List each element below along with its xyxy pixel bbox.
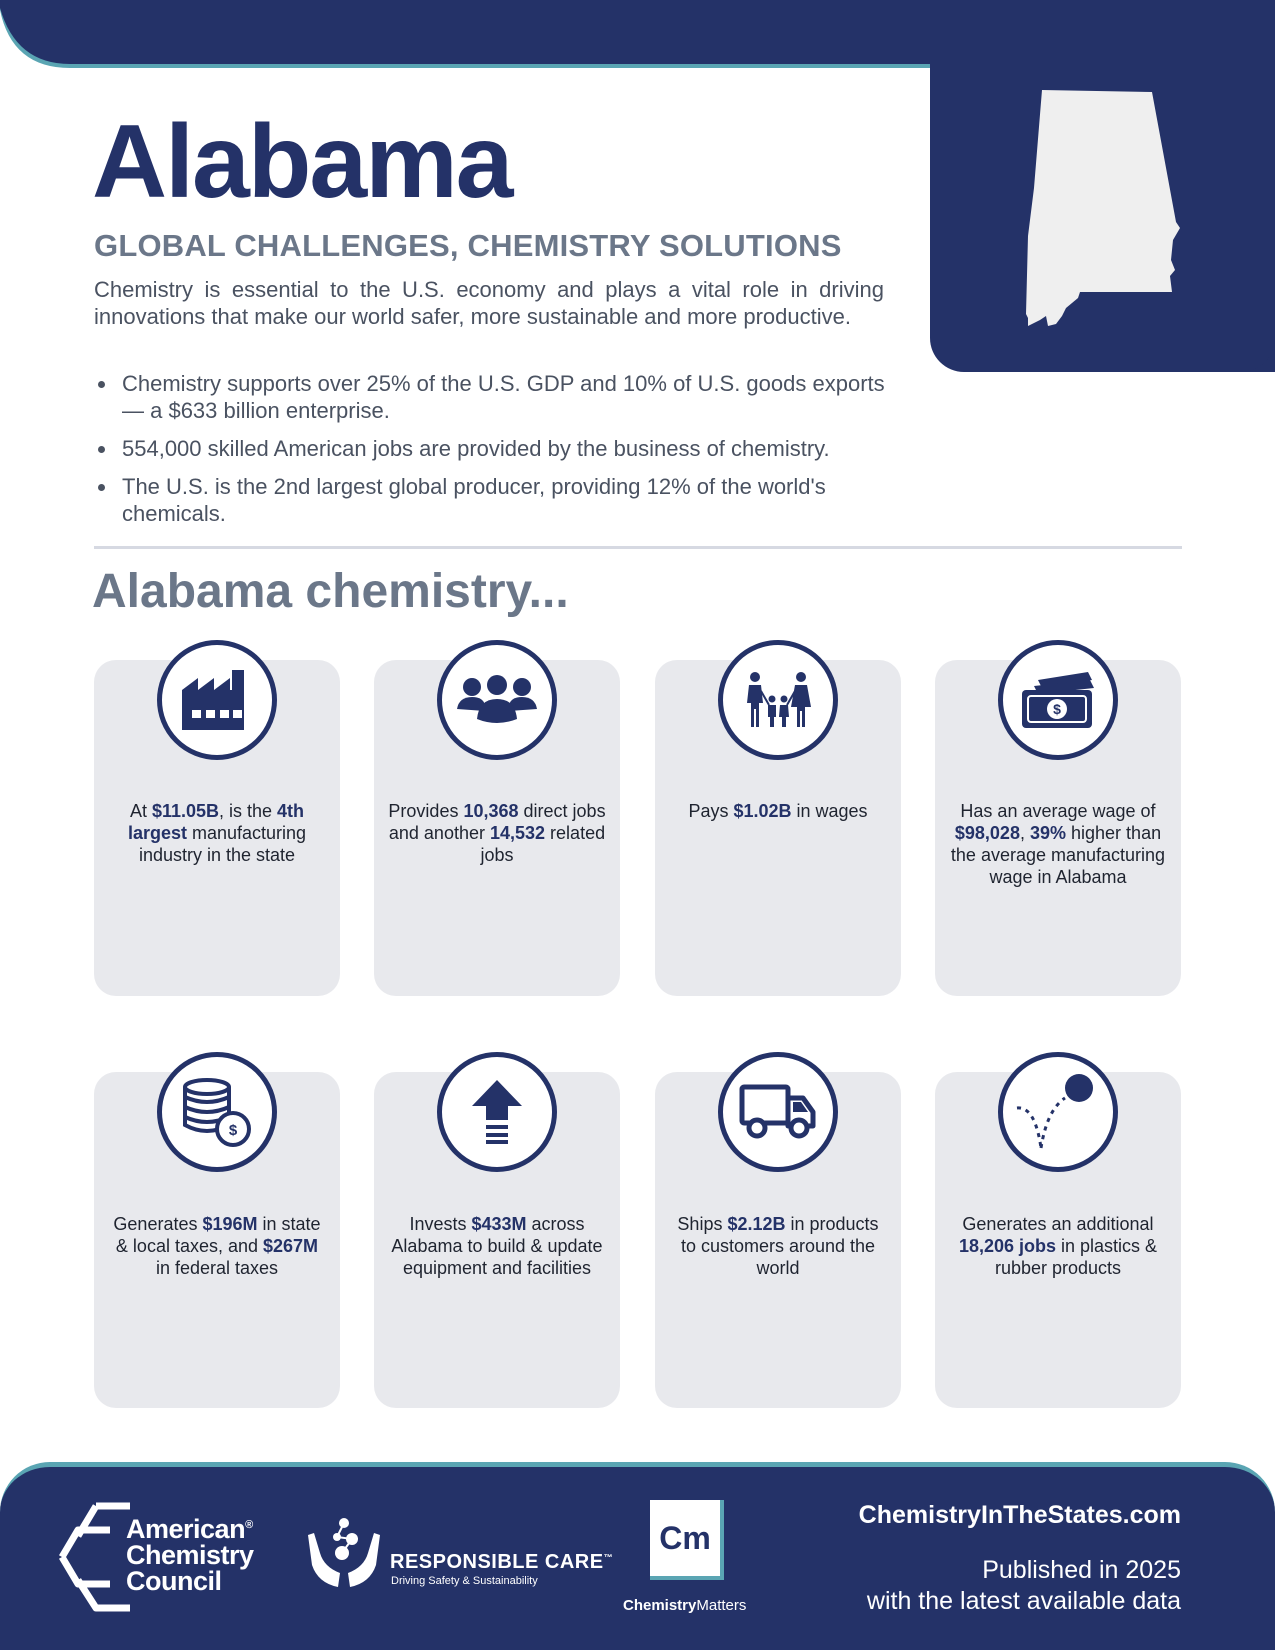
upload-arrow-icon xyxy=(437,1052,557,1172)
state-map-panel-edge xyxy=(1240,0,1275,372)
svg-text:$: $ xyxy=(228,1122,238,1139)
responsible-care-tagline: Driving Safety & Sustainability xyxy=(391,1575,538,1587)
website-link[interactable]: ChemistryInTheStates.com xyxy=(858,1501,1181,1529)
page-title: Alabama xyxy=(92,104,512,220)
svg-text:$: $ xyxy=(1053,701,1061,717)
key-facts-list xyxy=(94,370,894,538)
chemistry-matters-logo: Cm xyxy=(650,1500,724,1580)
page-subtitle: GLOBAL CHALLENGES, CHEMISTRY SOLUTIONS xyxy=(94,228,842,263)
card-text-5: Invests $433M across Alabama to build & update equipment and facilities xyxy=(391,1214,603,1278)
chemistry-matters-label: ChemistryMatters xyxy=(623,1597,747,1614)
responsible-care-hands-icon xyxy=(304,1517,384,1593)
list-item: Chemistry supports over 25% of the U.S. GDP and 10% of U.S. goods exports — a $633 billion enterprise. xyxy=(94,370,894,424)
card-text-7: Generates an additional 18,206 jobs in plastics & rubber products xyxy=(958,1214,1158,1278)
list-item: 554,000 skilled American jobs are provided by the business of chemistry. xyxy=(94,435,894,462)
coin-stack-icon xyxy=(157,1052,277,1172)
bouncing-ball-icon xyxy=(998,1052,1118,1172)
family-icon xyxy=(718,640,838,760)
factory-icon xyxy=(157,640,277,760)
money-bills-icon xyxy=(998,640,1118,760)
card-text-2: Pays $1.02B in wages xyxy=(688,801,868,821)
card-text-3: Has an average wage of $98,028, 39% higher than the average manufacturing wage in Alabama xyxy=(950,801,1166,887)
alabama-map-icon xyxy=(1020,88,1180,338)
section-title: Alabama chemistry... xyxy=(92,565,569,618)
acc-logo-text: American® Chemistry Council xyxy=(126,1514,254,1596)
responsible-care-title: RESPONSIBLE CARE™ xyxy=(390,1551,614,1573)
intro-paragraph: Chemistry is essential to the U.S. economy and plays a vital role in driving innovations that make our world safer, more sustainable and more productive. xyxy=(94,277,884,329)
people-group-icon xyxy=(437,640,557,760)
card-text-4: Generates $196M in state & local taxes, and $267M in federal taxes xyxy=(113,1214,321,1278)
card-text-0: At $11.05B, is the 4th largest manufacturing industry in the state xyxy=(127,801,307,865)
card-text-1: Provides 10,368 direct jobs and another 14,532 related jobs xyxy=(388,801,606,865)
publication-note: Published in 2025 with the latest available data xyxy=(866,1556,1181,1615)
card-text-6: Ships $2.12B in products to customers around the world xyxy=(677,1214,879,1278)
section-divider xyxy=(94,546,1182,549)
list-item: The U.S. is the 2nd largest global producer, providing 12% of the world's chemicals. xyxy=(94,473,894,527)
delivery-truck-icon xyxy=(718,1052,838,1172)
